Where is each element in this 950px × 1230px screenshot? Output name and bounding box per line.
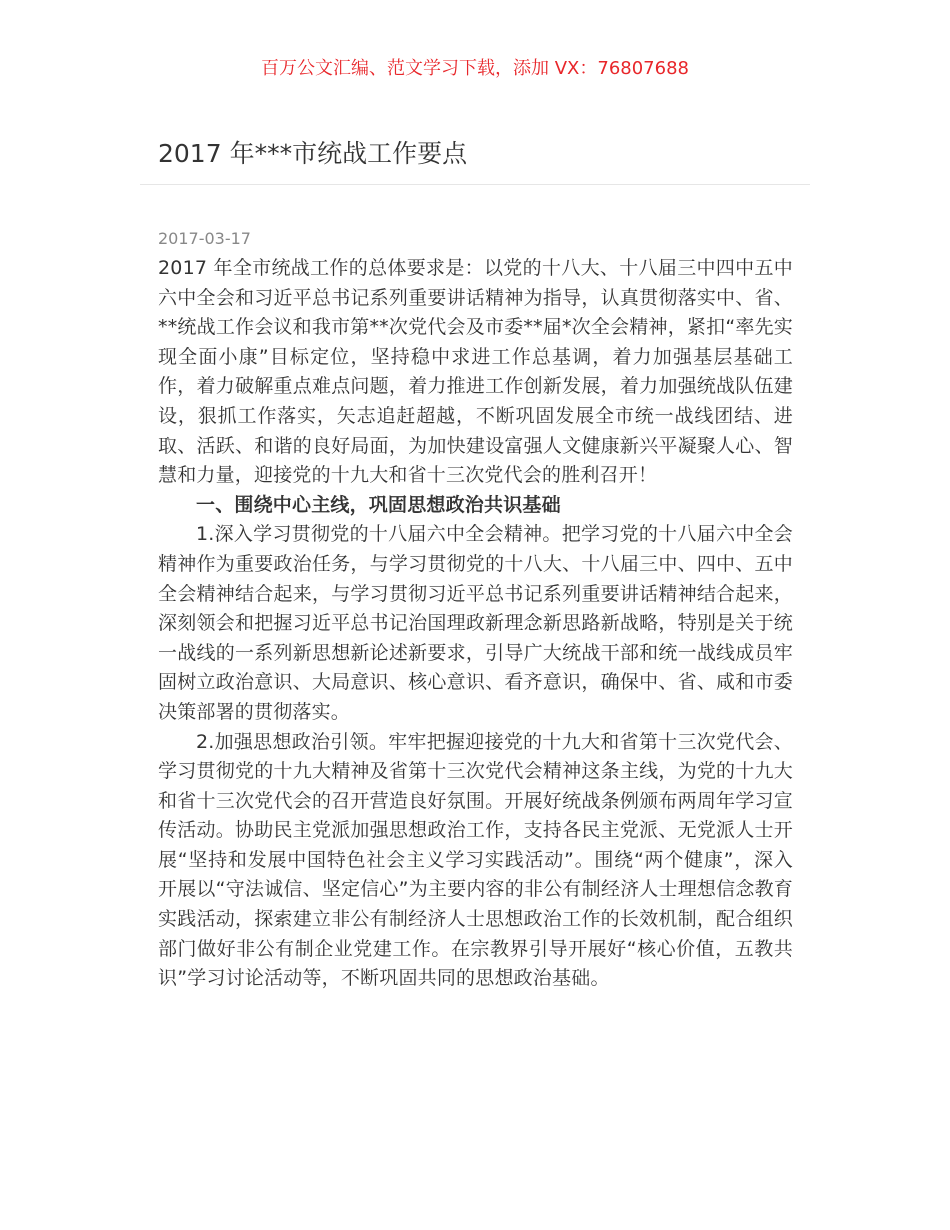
article-body xyxy=(158,254,793,994)
item-paragraph-2: 2.加强思想政治引领。牢牢把握迎接党的十九大和省第十三次党代会、学习贯彻党的十九大精神及省第十三次党代会精神这条主线，为党的十九大和省十三次党代会的召开营造良好氛围。开展好统战条例颁布两周年学习宣传活动。协助民主党派加强思想政治工作，支持各民主党派、无党派人士开展“坚持和发展中国特色社会主义学习实践活动”。围绕“两个健康”，深入开展以“守法诚信、坚定信心”为主要内容的非公有制经济人士理想信念教育实践活动，探索建立非公有制经济人士思想政治工作的长效机制，配合组织部门做好非公有制企业党建工作。在宗教界引导开展好“核心价值，五教共识”学习讨论活动等，不断巩固共同的思想政治基础。 xyxy=(158,730,793,990)
item-paragraph-1: 1.深入学习贯彻党的十八届六中全会精神。把学习党的十八届六中全会精神作为重要政治任务，与学习贯彻党的十八大、十八届三中、四中、五中全会精神结合起来，与学习贯彻习近平总书记系列重要讲话精神结合起来，深刻领会和把握习近平总书记治国理政新理念新思路新战略，特别是关于统一战线的一系列新思想新论述新要求，引导广大统战干部和统一战线成员牢固树立政治意识、大局意识、核心意识、看齐意识，确保中、省、咸和市委决策部署的贯彻落实。 xyxy=(158,523,793,723)
intro-paragraph: 2017 年全市统战工作的总体要求是：以党的十八大、十八届三中四中五中六中全会和习近平总书记系列重要讲话精神为指导，认真贯彻落实中、省、**统战工作会议和我市第**次党代会及市委**届*次全会精神，紧扣“率先实现全面小康”目标定位，坚持稳中求进工作总基调，着力加强基层基础工作，着力破解重点难点问题，着力推进工作创新发展，着力加强统战队伍建设，狠抓工作落实，矢志追赶超越，不断巩固发展全市统一战线团结、进取、活跃、和谐的良好局面，为加快建设富强人文健康新兴平凝聚人心、智慧和力量，迎接党的十九大和省十三次党代会的胜利召开！ xyxy=(158,257,793,487)
publish-date: 2017-03-17 xyxy=(158,229,251,248)
article-title: 2017 年***市统战工作要点 xyxy=(158,139,468,168)
watermark-banner: 百万公文汇编、范文学习下载，添加 VX：76807688 xyxy=(261,58,689,79)
title-divider xyxy=(140,184,810,185)
section-heading: 一、围绕中心主线，巩固思想政治共识基础 xyxy=(196,493,561,516)
